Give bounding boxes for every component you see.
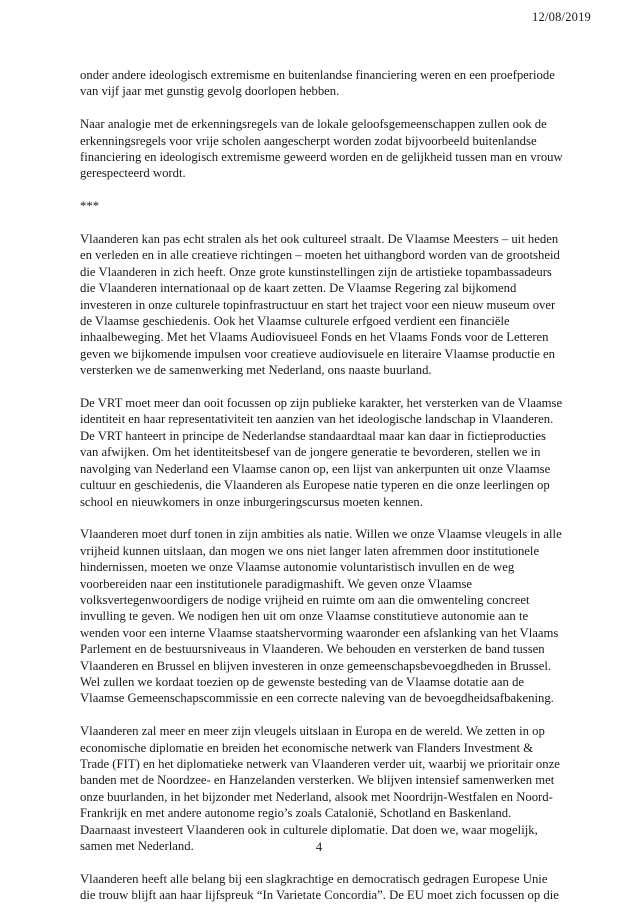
paragraph: Vlaanderen zal meer en meer zijn vleugels uitslaan in Europa en de wereld. We zetten in op economische diplomatie en breiden het economische netwerk van Flanders Investment & Trade (FIT) en het diplomatieke netwerk van Vlaanderen verder uit, waarbij we prioritair onze banden met de Noordzee- en Hanzelanden versterken. We blijven intensief samenwerken met onze buurlanden, in het bijzonder met Nederland, alsook met Noordrijn-Westfalen en Noord-Frankrijk en met andere autonome regio’s zoals Catalonië, Schotland en Baskenland. Daarnaast investeert Vlaanderen ook in culturele diplomatie. Dat doen we, waar mogelijk, samen met Nederland. — [80, 724, 560, 853]
paragraph: Vlaanderen kan pas echt stralen als het ook cultureel straalt. De Vlaamse Meesters – uit heden en verleden en in alle creatieve richtingen – moeten het uithangbord worden van de grootsheid die Vlaanderen in zich heeft. Onze grote kunstinstellingen zijn de artistieke topambassadeurs die Vlaanderen internationaal op de kaart zetten. De Vlaamse Regering zal bijkomend investeren in onze culturele topinfrastructuur en start het traject voor een nieuw museum over de Vlaamse geschiedenis. Ook het Vlaamse culturele erfgoed verdient een financiële inhaalbeweging. Met het Vlaams Audiovisueel Fonds en het Vlaams Fonds voor de Letteren geven we bijkomende impulsen voor creatieve audiovisuele en literaire Vlaamse productie en versterken we de samenwerking met Nederland, ons naaste buurland. — [80, 232, 560, 378]
paragraph: De VRT moet meer dan ooit focussen op zijn publieke karakter, het versterken van de Vlaamse identiteit en haar representativiteit ten aanzien van het ideologische landschap in Vlaanderen. De VRT hanteert in principe de Nederlandse standaardtaal maar kan daar in fictieproducties van afwijken. Om het identiteitsbesef van de jongere generatie te bevorderen, stellen we in navolging van Nederland een Vlaamse canon op, een lijst van ankerpunten uit onze Vlaamse cultuur en geschiedenis, die Vlaanderen als Europese natie typeren en die onze leerlingen op school en nieuwkomers in onze inburgeringscursus moeten kennen. — [80, 396, 563, 509]
paragraph: onder andere ideologisch extremisme en buitenlandse financiering weren en een proefperiode van vijf jaar met gunstig gevolg doorlopen hebben. — [80, 68, 555, 99]
section-separator: *** — [80, 199, 100, 214]
body-text — [80, 67, 564, 920]
paragraph: Naar analogie met de erkenningsregels van de lokale geloofsgemeenschappen zullen ook de erkenningsregels voor vrije scholen aangescherpt worden zodat bijvoorbeeld buitenlandse financiering en ideologisch extremisme geweerd worden en de gelijkheid tussen man en vrouw gerespecteerd wordt. — [80, 117, 563, 181]
page-number: 4 — [315, 840, 323, 854]
paragraph: Vlaanderen heeft alle belang bij een slagkrachtige en democratisch gedragen Europese Unie die trouw blijft aan haar lijfspreuk “In Varietate Concordia”. De EU moet zich focussen op die — [80, 871, 559, 903]
paragraph: Vlaanderen moet durf tonen in zijn ambities als natie. Willen we onze Vlaamse vleugels in alle vrijheid kunnen uitslaan, dan mogen we ons niet langer laten afremmen door institutionele hindernissen, moeten we onze Vlaamse autonomie voluntaristisch invullen en de weg voorbereiden naar een institutionele paradigmashift. We geven onze Vlaamse volksvertegenwoordigers de nodige vrijheid en ruimte om aan die omwenteling concreet invulling te geven. We nodigen hen uit om onze Vlaamse constitutieve autonomie aan te wenden voor een interne Vlaamse staatshervorming waaronder een afslanking van het Vlaams Parlement en de bestuursniveaus in Vlaanderen. We behouden en versterken de band tussen Vlaanderen en Brussel en blijven investeren in onze gemeenschapsbevoegdheden in Brussel. Wel zullen we kordaat toezien op de gewenste besteding van de Vlaamse dotatie aan de Vlaamse Gemeenschapscommissie en een correcte naleving van de bevoegdheidsafbakening. — [80, 527, 562, 706]
header-date: 12/08/2019 — [532, 10, 591, 24]
